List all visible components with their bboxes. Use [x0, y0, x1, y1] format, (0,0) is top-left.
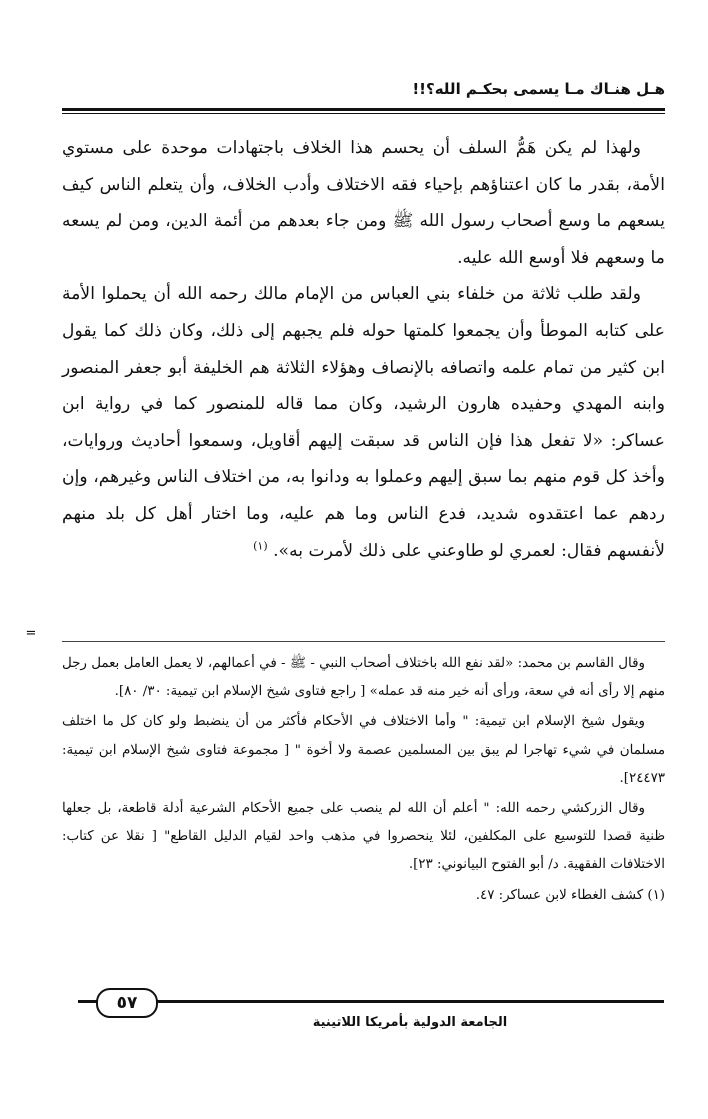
- footnote-marker: (١): [253, 538, 268, 552]
- header-rule-thin: [62, 113, 665, 114]
- paragraph-1: ولهذا لم يكن هَمُّ السلف أن يحسم هذا الخلاف باجتهادات موحدة على مستوي الأمة، بقدر ما كان اعتناؤهم بإحياء فقه الاختلاف وأدب الخلاف، وأن يتعلم الناس كيف يسعهم ما وسع أصحاب رسول الله ﷺ ومن جاء بعدهم من أئمة الدين، ومن لم يسعه ما وسعهم فلا أوسع الله عليه.: [62, 138, 665, 268]
- footnote-zarkashi: وقال الزركشي رحمه الله: " أعلم أن الله لم ينصب على جميع الأحكام الشرعية أدلة قاطعة، بل جعلها ظنية قصدا للتوسيع على المكلفين، لئلا ينحصروا في مذهب واحد لقيام الدليل القاطع" [ نقلا عن كتاب: الاختلافات الفقهية. د/ أبو الفتوح البيانوني: ٢٣].: [62, 801, 665, 873]
- footnote-separator: [62, 641, 665, 642]
- main-text: [62, 130, 665, 569]
- footnote-qasim: وقال القاسم بن محمد: «لقد نفع الله باختلاف أصحاب النبي - ﷺ - في أعمالهم، لا يعمل العامل بعمل رجل منهم إلا رأى أنه في سعة، ورأى أنه خير منه قد عمله» [ راجع فتاوى شيخ الإسلام ابن تيمية: ٣٠/ ٨٠].: [62, 656, 665, 700]
- header-rule: [62, 108, 665, 111]
- footnote-continuation-mark: =: [25, 626, 37, 641]
- footer-rule: [78, 1000, 664, 1003]
- publisher-name: الجامعة الدولية بأمريكا اللاتينية: [312, 1015, 508, 1030]
- paragraph-2-text: ولقد طلب ثلاثة من خلفاء بني العباس من الإمام مالك رحمه الله أن يحملوا الأمة على كتابه الموطأ وأن يجمعوا كلمتها حوله فلم يجبهم إلى ذلك، وكان ذلك كما يقول ابن كثير من تمام علمه واتصافه بالإنصاف وهؤلاء الثلاثة هم الخليفة أبو جعفر المنصور وابنه المهدي وحفيده هارون الرشيد، وكان مما قاله للمنصور كما في رواية ابن عساكر: «لا تفعل هذا فإن الناس قد سبقت إليهم أقاويل، وسمعوا أحاديث وروايات، وأخذ كل قوم منهم بما سبق إليهم وعملوا به ودانوا به، من اختلاف الناس وغيرهم، وإن ردهم عما اعتقدوه شديد، فدع الناس وما هم عليه، وما اختار أهل كل بلد منهم لأنفسهم فقال: لعمري لو طاوعني على ذلك لأمرت به».: [62, 284, 665, 561]
- running-header: هـل هنـاك مـا يسمى بحكـم الله؟!!: [412, 80, 665, 98]
- footnotes: [62, 650, 665, 912]
- page-number: ٥٧: [96, 988, 158, 1018]
- footnote-1: (١) كشف الغطاء لابن عساكر: ٤٧.: [475, 887, 665, 903]
- footnote-ibn-taymiyya: ويقول شيخ الإسلام ابن تيمية: " وأما الاختلاف في الأحكام فأكثر من أن ينضبط ولو كان كل ما اختلف مسلمان في شيء تهاجرا لم يبق بين المسلمين عصمة ولا أخوة " [ مجموعة فتاوى شيخ الإسلام ابن تيمية: ٢٤٤٧٣].: [62, 714, 665, 786]
- paragraph-2: [62, 276, 665, 569]
